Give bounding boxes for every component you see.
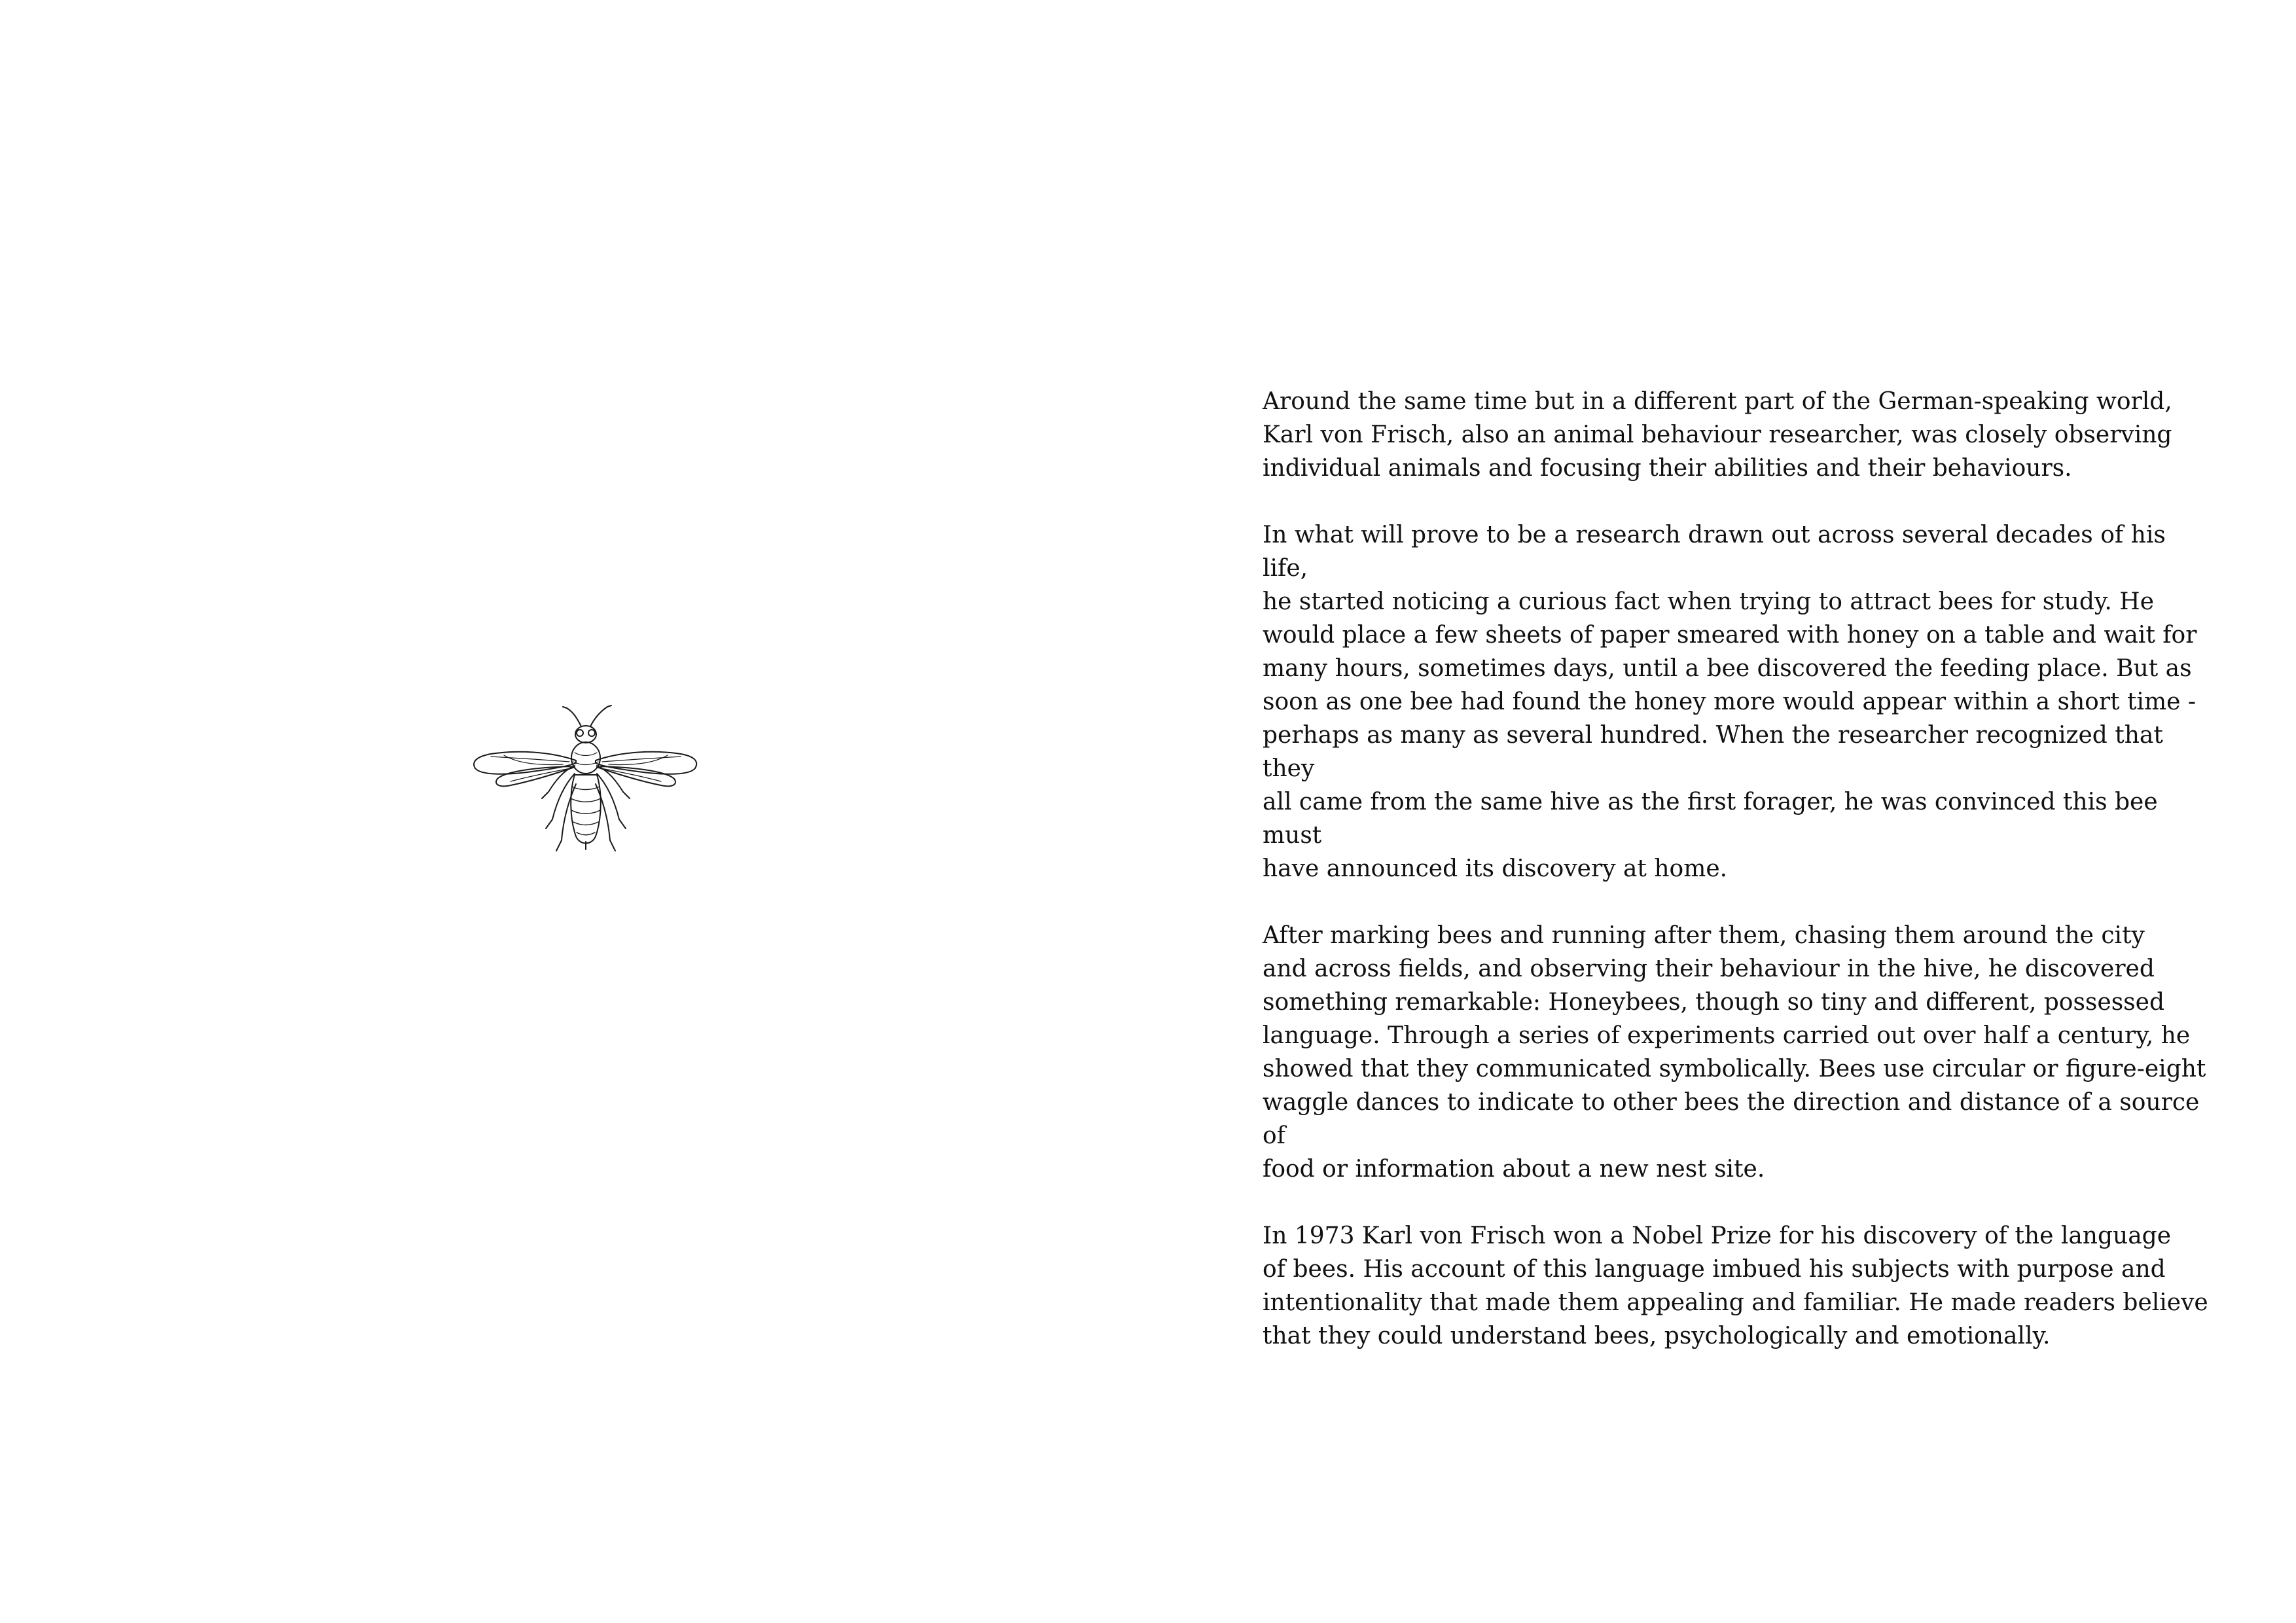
bee-illustration	[465, 700, 700, 877]
paragraph-bee-language: After marking bees and running after them, chasing them around the city and across fields, and observing their behaviour in the hive, he discovered something remarkable: Honeybees, though so tiny and different, possessed language. Through a series of experiments carried out over half a century, he showed that they communicated symbolically. Bees use circular or figure-eight waggle dances to indicate to other bees the direction and distance of a source of food or information about a new nest site.	[1263, 922, 2206, 1183]
paragraph-nobel-prize: In 1973 Karl von Frisch won a Nobel Prize for his discovery of the language of bees. His account of this language imbued his subjects with purpose and intentionality that made them appealing and familiar. He made readers believe that they could understand bees, psychologically and emotionally.	[1263, 1222, 2208, 1349]
bee-icon	[465, 700, 700, 877]
paragraph-frisch-intro: Around the same time but in a different part of the German-speaking world, Karl von Frisch, also an animal behaviour researcher, was closely observing individual animals and focusing their abilities and their behaviours.	[1263, 388, 2172, 482]
paragraph-honey-experiment: In what will prove to be a research drawn out across several decades of his life, he started noticing a curious fact when trying to attract bees for study. He would place a few sheets of paper smeared with honey on a table and wait for many hours, sometimes days, until a bee discovered the feeding place. But as soon as one bee had found the honey more would appear within a short time - perhaps as many as several hundred. When the researcher recognized that they all came from the same hive as the first forager, he was convinced this bee must have announced its discovery at home.	[1263, 522, 2197, 882]
body-text	[1263, 385, 2218, 1353]
right-page	[1148, 0, 2296, 1623]
